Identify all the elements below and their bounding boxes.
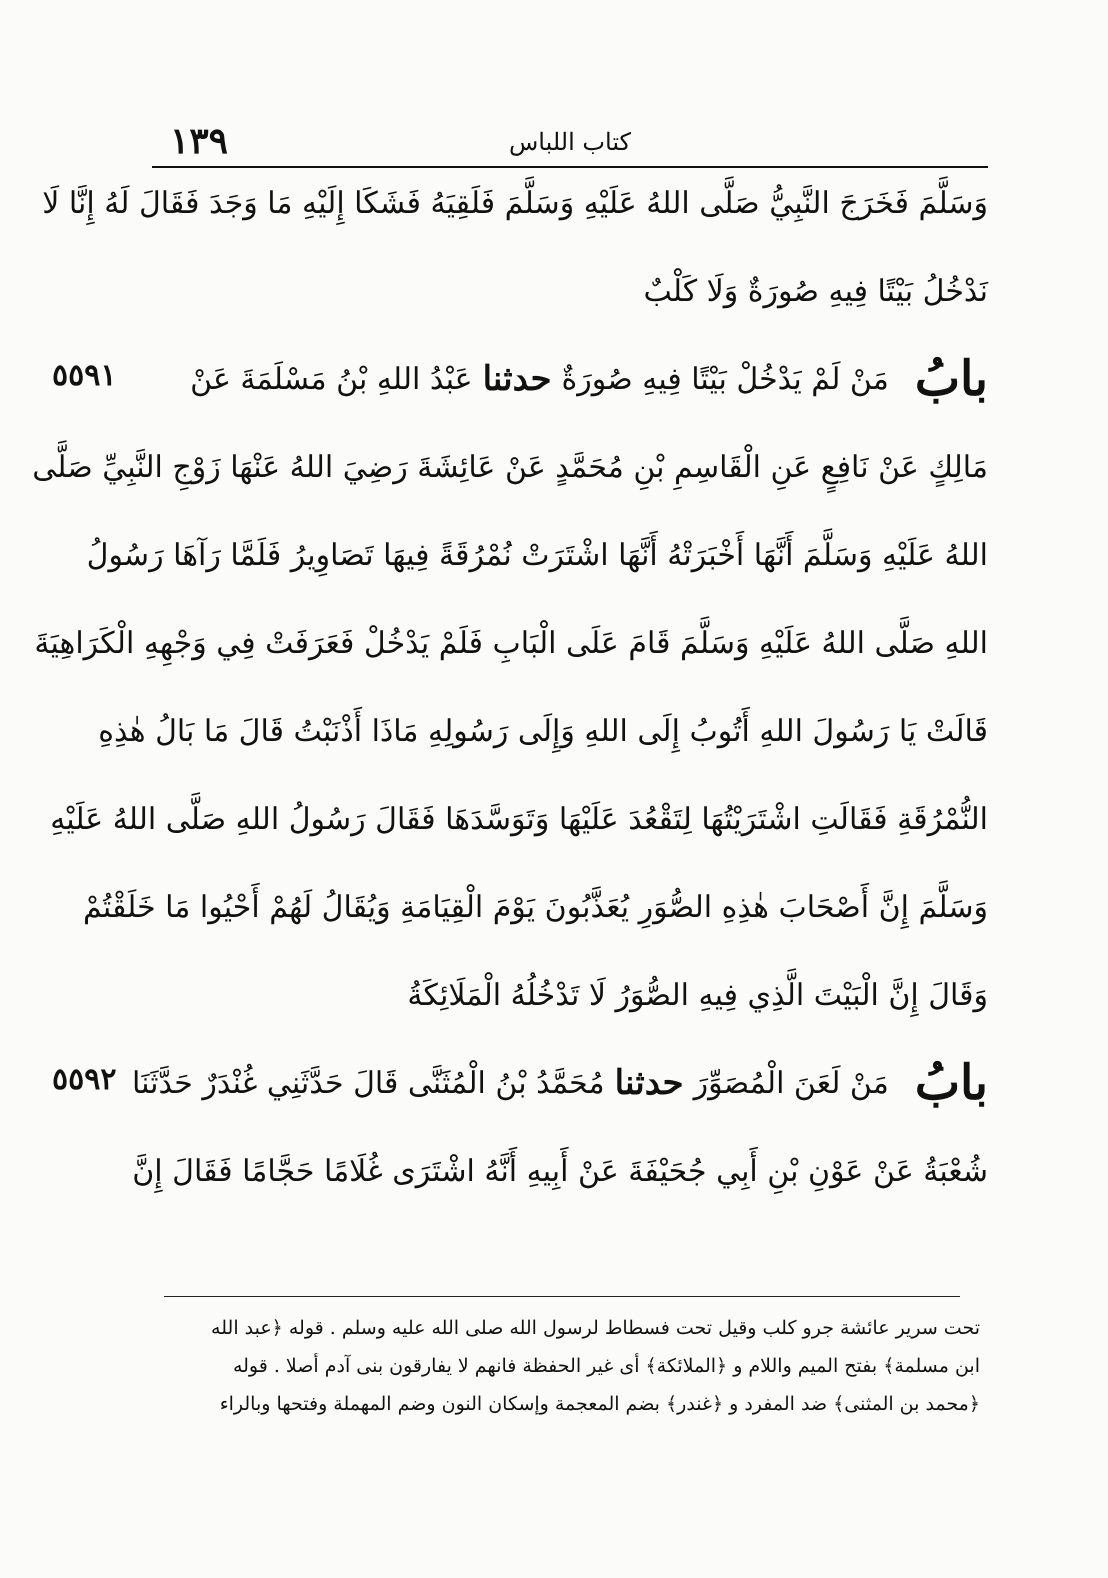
line-text: قَالَتْ يَا رَسُولَ اللهِ أَتُوبُ إِلَى اللهِ وَإِلَى رَسُولِهِ مَاذَا أَذْنَبْتُ قَالَ مَا بَالُ هٰذِهِ: [98, 713, 988, 749]
header-rule: [152, 166, 988, 168]
line-text: شُعْبَةُ عَنْ عَوْنِ بْنِ أَبِي جُحَيْفَةَ عَنْ أَبِيهِ أَنَّهُ اشْتَرَى غُلَامًا حَجَّامًا فَقَالَ إِنَّ: [132, 1153, 988, 1189]
hadith-number: ٥٥٩٢: [52, 1062, 117, 1097]
text-line: [152, 260, 988, 322]
footnote-text: تحت سرير عائشة جرو كلب وقيل تحت فسطاط لرسول الله صلى الله عليه وسلم . قوله ﴿عبد الله: [211, 1317, 980, 1339]
line-text: وَسَلَّمَ إِنَّ أَصْحَابَ هٰذِهِ الصُّوَرِ يُعَذَّبُونَ يَوْمَ الْقِيَامَةِ وَيُقَالُ لَهُمْ أَحْيُوا مَا خَلَقْتُمْ: [82, 889, 988, 925]
footnotes: [160, 1312, 980, 1426]
isnad-text: عَبْدُ اللهِ بْنُ مَسْلَمَةَ عَنْ: [190, 361, 473, 397]
text-line: [34, 612, 988, 674]
text-line: [152, 964, 988, 1026]
haddathana-word: حدثنا: [614, 1063, 684, 1103]
running-title: كتاب اللباس: [509, 128, 631, 156]
line-text: مَالِكٍ عَنْ نَافِعٍ عَنِ الْقَاسِمِ بْنِ مُحَمَّدٍ عَنْ عَائِشَةَ رَضِيَ اللهُ عَنْهَا زَوْجِ النَّبِيِّ صَلَّى: [32, 449, 988, 485]
bab-word: بابُ: [914, 1055, 988, 1111]
line-text: نَدْخُلُ بَيْتًا فِيهِ صُورَةٌ وَلَا كَلْبٌ: [643, 273, 988, 309]
text-line: [32, 436, 988, 498]
bab-word: بابُ: [914, 351, 988, 407]
text-line: [50, 788, 988, 850]
bab-heading-line: [52, 1052, 988, 1114]
footnote-rule: [164, 1296, 960, 1297]
text-line: [132, 1140, 988, 1202]
line-text: وَسَلَّمَ فَخَرَجَ النَّبِيُّ صَلَّى اللهُ عَلَيْهِ وَسَلَّمَ فَلَقِيَهُ فَشَكَا إِلَيْهِ مَا وَجَدَ فَقَالَ لَهُ إِنَّا لَا: [42, 185, 988, 221]
isnad-text: مُحَمَّدُ بْنُ الْمُثَنَّى قَالَ حَدَّثَنِي غُنْدَرٌ حَدَّثَنَا: [131, 1065, 605, 1101]
page-number: ١٣٩: [170, 120, 229, 162]
footnote-text: ﴿محمد بن المثنى﴾ ضد المفرد و ﴿غندر﴾ بضم المعجمة وإسكان النون وضم المهملة وفتحها وبالراء: [219, 1393, 980, 1415]
footnote-text: ابن مسلمة﴾ بفتح الميم واللام و ﴿الملائكة﴾ أى غير الحفظة فانهم لا يفارقون بنى آدم أصلا . قوله: [232, 1355, 980, 1377]
footnote-line: [160, 1388, 980, 1420]
main-text: [32, 172, 988, 1228]
line-text: اللهِ صَلَّى اللهُ عَلَيْهِ وَسَلَّمَ قَامَ عَلَى الْبَابِ فَلَمْ يَدْخُلْ فَعَرَفَتْ فِي وَجْهِهِ الْكَرَاهِيَةَ: [34, 625, 988, 661]
line-text: وَقَالَ إِنَّ الْبَيْتَ الَّذِي فِيهِ الصُّوَرُ لَا تَدْخُلُهُ الْمَلَائِكَةُ: [407, 977, 988, 1013]
text-line: [86, 524, 988, 586]
haddathana-word: حدثنا: [482, 359, 552, 399]
text-line: [98, 700, 988, 762]
line-text: النُّمْرُقَةِ فَقَالَتِ اشْتَرَيْتُهَا لِتَقْعُدَ عَلَيْهَا وَتَوَسَّدَهَا فَقَالَ رَسُولُ اللهِ صَلَّى اللهُ عَلَيْهِ: [50, 801, 988, 837]
text-line: [42, 172, 988, 234]
hadith-number: ٥٥٩١: [52, 358, 117, 393]
text-line: [82, 876, 988, 938]
footnote-line: [160, 1312, 980, 1344]
line-text: اللهُ عَلَيْهِ وَسَلَّمَ أَنَّهَا أَخْبَرَتْهُ أَنَّهَا اشْتَرَتْ نُمْرُقَةً فِيهَا تَصَاوِيرُ فَلَمَّا رَآهَا رَسُولُ: [86, 537, 988, 573]
page-header: [150, 118, 990, 166]
footnote-line: [160, 1350, 980, 1382]
bab-heading: مَنْ لَمْ يَدْخُلْ بَيْتًا فِيهِ صُورَةٌ: [561, 361, 889, 397]
bab-heading: مَنْ لَعَنَ الْمُصَوِّرَ: [693, 1065, 889, 1101]
bab-heading-line: [52, 348, 988, 410]
